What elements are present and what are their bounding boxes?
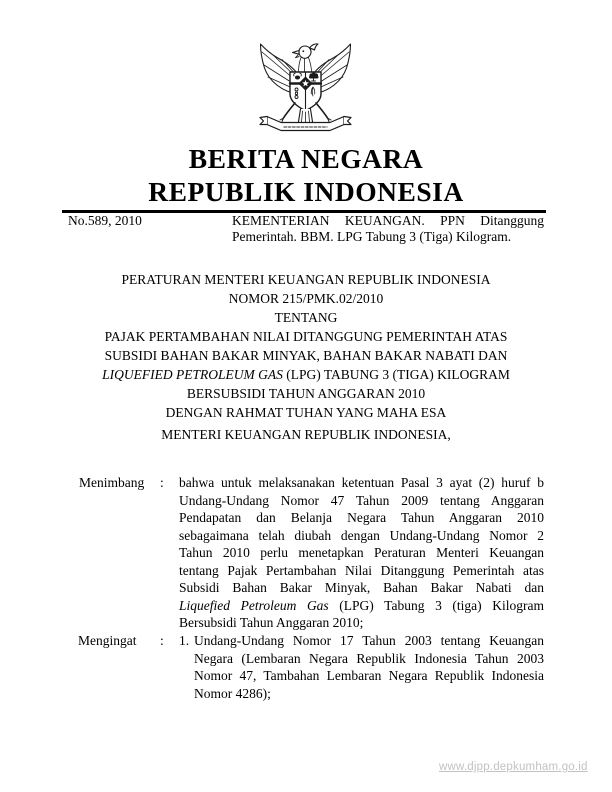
issue-number: No.589, 2010 [68, 213, 142, 228]
invocation-line: DENGAN RAHMAT TUHAN YANG MAHA ESA [165, 405, 447, 420]
paragraph-text: (LPG) Tabung 3 (tiga) Kilogram [328, 597, 544, 613]
list-item-line: Nomor 4286); [194, 685, 271, 701]
paragraph-line: sebagaimana telah diubah dengan Undang-Undang Nomor 2 [179, 527, 544, 543]
watermark-link[interactable]: www.djpp.depkumham.go.id [439, 761, 588, 773]
masthead-line1: BERITA NEGARA [188, 143, 424, 174]
subject-text: (LPG) TABUNG 3 (TIGA) KILOGRAM [282, 367, 510, 382]
menimbang-label: Menimbang [79, 475, 145, 490]
list-item-line: Nomor 47, Tambahan Lembaran Negara Republik Indonesia [194, 668, 544, 683]
paragraph-line: Pendapatan dan Belanja Negara Tahun Anggaran 2010 [179, 510, 544, 525]
menimbang-paragraph [179, 474, 544, 632]
about-label: TENTANG [274, 310, 338, 325]
regulation-subject-line [34, 346, 578, 365]
list-item-number: 1. [179, 633, 190, 648]
menimbang-colon: : [160, 475, 164, 490]
masthead [0, 142, 612, 208]
paragraph-line: bahwa untuk melaksanakan ketentuan Pasal 3 ayat (2) huruf b [179, 475, 544, 490]
list-item-line [179, 632, 544, 650]
issue-subject [232, 213, 544, 245]
paragraph-line: Bersubsidi Tahun Anggaran 2010; [179, 615, 364, 630]
subject-text-italic: LIQUEFIED PETROLEUM GAS [102, 367, 283, 382]
issue-subject-line: KEMENTERIAN KEUANGAN. PPN Ditanggung [232, 213, 544, 228]
regulation-number: NOMOR 215/PMK.02/2010 [228, 291, 384, 306]
regulation-heading: PERATURAN MENTERI KEUANGAN REPUBLIK INDONESIA [121, 272, 491, 287]
paragraph-line: tentang Pajak Pertambahan Nilai Ditanggung Pemerintah atas [179, 562, 544, 578]
list-item-text: Undang-Undang Nomor 17 Tahun 2003 tentang Keuangan [194, 633, 544, 648]
regulation-subject-line [34, 365, 578, 384]
garuda-pancasila-emblem [257, 37, 354, 135]
paragraph-line [179, 597, 544, 615]
mengingat-label: Mengingat [78, 633, 137, 648]
paragraph-line: Tahun 2010 perlu menetapkan Peraturan Menteri Keuangan [179, 545, 544, 560]
regulation-subject-line [34, 384, 578, 403]
subject-text: SUBSIDI BAHAN BAKAR MINYAK, BAHAN BAKAR NABATI DAN [104, 348, 508, 363]
subject-text: BERSUBSIDI TAHUN ANGGARAN 2010 [186, 386, 426, 401]
paragraph-line: Undang-Undang Nomor 47 Tahun 2009 tentang Anggaran [179, 492, 544, 508]
paragraph-text-italic: Liquefied Petroleum Gas [179, 597, 329, 613]
paragraph-line: Subsidi Bahan Bakar Minyak, Bahan Bakar Nabati dan [179, 580, 544, 595]
preamble [34, 270, 578, 444]
issue-subject-line: Pemerintah. BBM. LPG Tabung 3 (Tiga) Kilogram. [232, 228, 512, 244]
masthead-line2: REPUBLIK INDONESIA [148, 176, 464, 207]
authority-line: MENTERI KEUANGAN REPUBLIK INDONESIA, [161, 427, 451, 442]
subject-text: PAJAK PERTAMBAHAN NILAI DITANGGUNG PEMERINTAH ATAS [104, 329, 508, 344]
list-item-line: Negara (Lembaran Negara Republik Indonesia Tahun 2003 [194, 650, 544, 666]
mengingat-colon: : [160, 633, 164, 648]
regulation-subject-line [34, 327, 578, 346]
mengingat-list [179, 632, 544, 702]
